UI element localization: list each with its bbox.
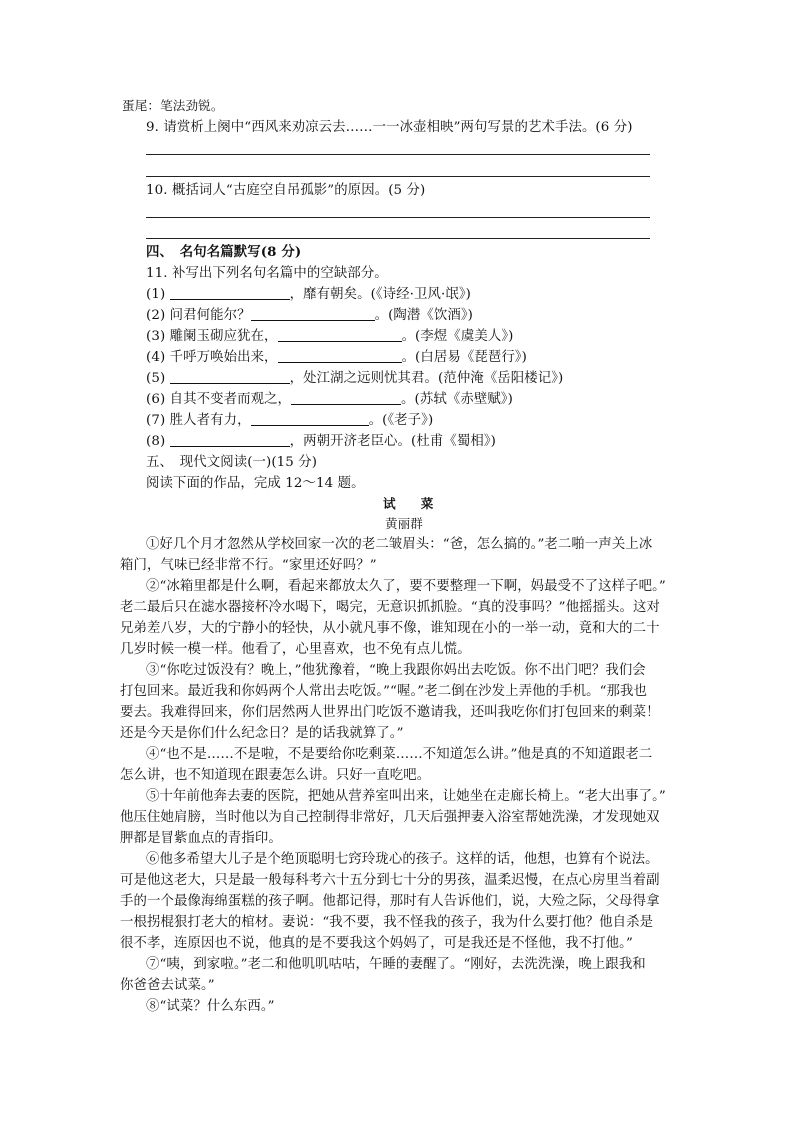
fill-suffix: 。(苏轼《赤壁赋》) [401,392,513,407]
paragraph-line: 很不孝，连原因也不说，他真的是不要我这个妈妈了，可是我还是不怪他，我不打他。” [120,936,633,951]
blank-line [170,370,290,384]
paragraph-line: ③“你吃过饭没有？晚上，”他犹豫着，“晚上我跟你妈出去吃饭。你不出门吧？我们会 [146,663,646,678]
paragraph-line: 你爸爸去试菜。” [120,978,215,993]
paragraph-line: ⑦“咦，到家啦。”老二和他叽叽咕咕，午睡的妻醒了。“刚好，去洗洗澡，晚上跟我和 [146,957,646,972]
answer-line [146,154,650,155]
fill-prefix: (7) 胜人者有力， [146,413,251,428]
paragraph-line: ⑤十年前他奔去妻的医院，把她从营养室叫出来，让她坐在走廊长椅上。“老大出事了。” [146,789,666,804]
fill-suffix: ，靡有朝矣。(《诗经·卫风·氓》) [289,287,471,302]
paragraph-line: 几岁时候一模一样。他看了，心里喜欢，也不免有点儿慌。 [120,642,471,657]
paragraph-line: ⑥他多希望大儿子是个绝顶聪明七窍玲珑心的孩子。这样的话，他想，也算有个说法。 [146,852,659,867]
fill-item-5 [146,369,563,388]
paragraph-line: 还是今天是你们什么纪念日？是的话我就算了。” [120,726,404,741]
paragraph-line: 要去。我难得回来，你们居然两人世界出门吃饭不邀请我，还叫我吃你们打包回来的剩菜！ [120,705,660,720]
fill-suffix: ，两朝开济老臣心。(杜甫《蜀相》) [289,434,496,449]
paragraph-line: 怎么讲，也不知道现在跟妻怎么讲。只好一直吃吧。 [120,768,431,783]
fill-item-6 [146,390,513,409]
paragraph-line: 老二最后只在滤水器接杯冷水喝下，喝完，无意识抓抓脸。“真的没事吗？”他摇摇头。这对 [120,600,661,615]
blank-line [278,349,402,363]
paragraph-line: 可是他这老大，只是最一般每科考六十五分到七十分的男孩，温柔迟慢，在点心房里当着副 [120,873,660,888]
fill-suffix: 。(李煜《虞美人》) [401,329,514,344]
fill-prefix: (2) 问君何能尔？ [146,308,251,323]
blank-line [170,433,290,447]
tail-comment: 蛋尾：笔法劲锐。 [122,98,224,113]
fill-item-7 [146,411,433,430]
blank-line [291,391,401,405]
fill-item-3 [146,327,513,346]
fill-prefix: (6) 自其不变者而观之， [146,392,292,407]
fill-item-1 [146,285,471,304]
story-author: 黄丽群 [385,516,423,531]
fill-prefix: (4) 千呼万唤始出来， [146,350,278,365]
fill-prefix: (3) 雕阑玉砌应犹在， [146,329,278,344]
answer-line [146,217,650,218]
story-title: 试 菜 [383,496,434,511]
fill-item-2 [146,306,473,325]
blank-line [251,307,375,321]
paragraph-line: 手的一个最像海绵蛋糕的孩子啊。他都记得，那时有人告诉他们，说，大殓之际，父母得拿 [120,894,660,909]
blank-line [251,412,369,426]
fill-suffix: ，处江湖之远则忧其君。(范仲淹《岳阳楼记》) [289,371,564,386]
answer-line [146,238,650,239]
fill-suffix: 。(白居易《琵琶行》) [401,350,527,365]
fill-suffix: 。(《老子》) [368,413,434,428]
fill-suffix: 。(陶潜《饮酒》) [374,308,473,323]
paragraph-line: ①好几个月才忽然从学校回家一次的老二皱眉头：“爸，怎么搞的。”老二啪一声关上冰 [146,537,653,552]
paragraph-line: 打包回来。最近我和你妈两个人常出去吃饭。”“喔。”老二倒在沙发上弄他的手机。“那我也 [120,684,648,699]
reading-instruction: 阅读下面的作品，完成 12～14 题。 [146,476,365,491]
fill-item-4 [146,348,527,367]
paragraph-line: 胛都是冒紫血点的青指印。 [120,831,282,846]
blank-line [170,286,290,300]
answer-line [146,176,650,177]
question-11: 11. 补写出下列名句名篇中的空缺部分。 [146,266,388,281]
fill-prefix: (1) [146,287,170,302]
blank-line [278,328,402,342]
fill-item-8 [146,432,496,451]
paragraph-line: ④“也不是……不是啦，不是要给你吃剩菜……不知道怎么讲。”他是真的不知道跟老二 [146,747,653,762]
paragraph-line: 他压住她肩膀，当时他以为自己控制得非常好，几天后强押妻入浴室帮她洗澡，才发现她双 [120,810,660,825]
paragraph-line: 兄弟差八岁，大的宁静小的轻快，从小就凡事不像，谁知现在小的一举一动，竟和大的二十 [120,621,660,636]
paragraph-line: 一根拐棍狠打老大的棺材。妻说：“我不要，我不怪我的孩子，我为什么要打他？他自杀是 [120,915,654,930]
section-5-heading: 五、 现代文阅读(一)(15 分) [146,455,318,470]
section-4-heading: 四、 名句名篇默写(8 分) [146,244,302,260]
paragraph-line: 箱门，气味已经非常不行。“家里还好吗？” [120,558,377,573]
question-10: 10. 概括词人“古庭空自吊孤影”的原因。(5 分) [146,183,426,198]
fill-prefix: (5) [146,371,170,386]
fill-prefix: (8) [146,434,170,449]
paragraph-line: ⑧“试菜？什么东西。” [146,999,275,1014]
question-9: 9. 请赏析上阕中“西风来劝凉云去……一一冰壶相映”两句写景的艺术手法。(6 分) [146,120,633,135]
paragraph-line: ②“冰箱里都是什么啊，看起来都放太久了，要不要整理一下啊，妈最受不了这样子吧。” [146,579,666,594]
